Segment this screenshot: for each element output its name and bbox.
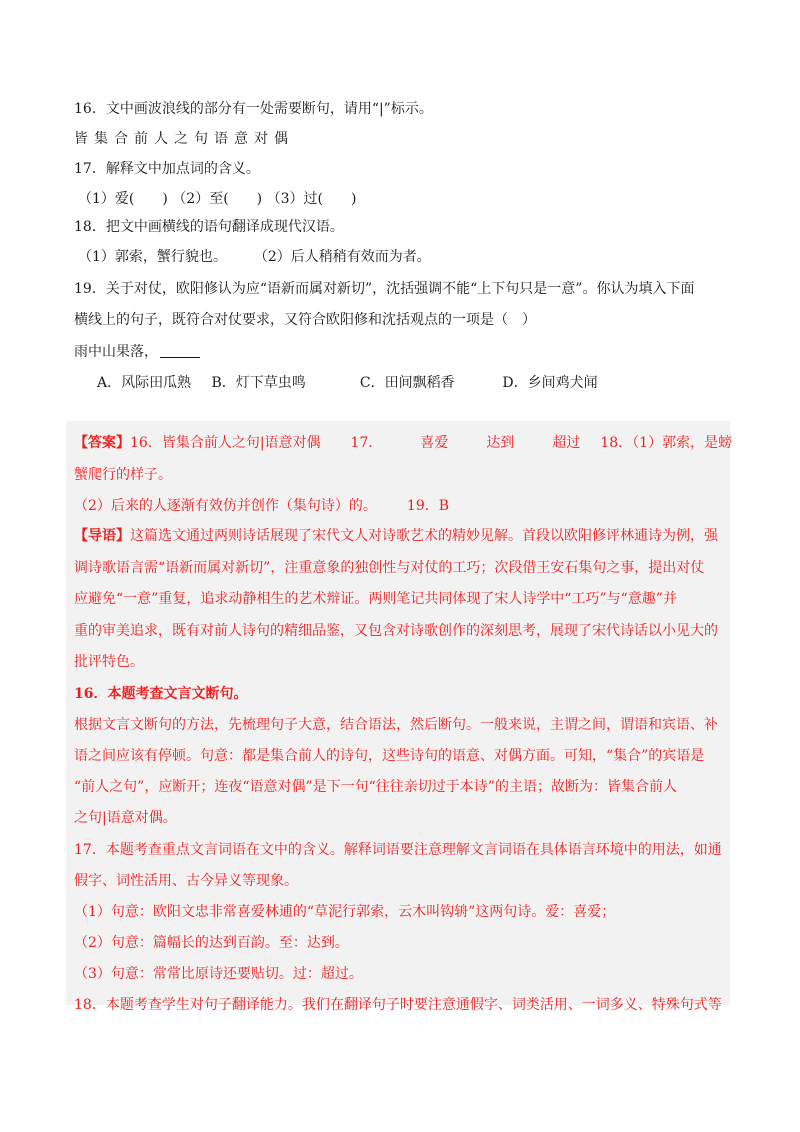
answer-18-2: （2）后来的人逐渐有效仿并创作（集句诗）的。 bbox=[74, 498, 377, 514]
analysis-16-title: 16．本题考查文言文断句。 bbox=[74, 686, 248, 702]
guide-line-4: 重的审美追求，既有对前人诗句的精细品鉴，又包含对诗歌创作的深刻思考，展现了宋代诗话以小见大的 bbox=[74, 623, 718, 639]
analysis-16-line-2: 语之间应该有停顿。句意：都是集合前人的诗句，这些诗句的语意、对偶方面。可知，“集合”的宾语是 bbox=[74, 748, 705, 764]
guide-label: 【导语】 bbox=[74, 528, 130, 544]
analysis-17-item-1: （1）句意：欧阳文忠非常喜爱林逋的“草泥行郭索，云木叫钩辀”这两句诗。爱：喜爱； bbox=[74, 904, 616, 920]
question-16: 16．文中画波浪线的部分有一处需要断句，请用“|”标示。 bbox=[74, 101, 433, 117]
guide-line-2: 调诗歌语言需“语新而属对新切”，注重意象的独创性与对仗的工巧；次段借王安石集句之事，提出对仗 bbox=[74, 560, 705, 576]
analysis-16-line-3: “前人之句”，应断开；连夜“语意对偶”是下一句“往往亲切过于本诗”的主语；故断为：皆集合前人 bbox=[74, 779, 677, 795]
option-a: A．风际田瓜熟 bbox=[97, 375, 192, 391]
option-d: D．乡间鸡犬闻 bbox=[502, 375, 598, 391]
answer-17-label: 17． bbox=[350, 435, 383, 451]
q19-stem-text: 雨中山果落， bbox=[74, 344, 158, 360]
analysis-16-line-4: 之句|语意对偶。 bbox=[74, 810, 177, 826]
answer-17-2: 达到 bbox=[486, 435, 515, 451]
answer-label: 【答案】 bbox=[74, 435, 130, 451]
option-b: B．灯下草虫鸣 bbox=[211, 375, 306, 391]
question-19-line1: 19．关于对仗，欧阳修认为应“语新而属对新切”，沈括强调不能“上下句只是一意”。你认为填入下面 bbox=[74, 281, 695, 297]
guide-text-1: 这篇选文通过两则诗话展现了宋代文人对诗歌艺术的精妙见解。首段以欧阳修评林逋诗为例，强 bbox=[130, 528, 718, 544]
guide-line-5: 批评特色。 bbox=[74, 654, 144, 670]
analysis-17-item-3: （3）句意：常常比原诗还要贴切。过：超过。 bbox=[74, 966, 363, 982]
answer-blank bbox=[160, 345, 200, 358]
answer-line-2: 蟹爬行的样子。 bbox=[74, 467, 172, 483]
answer-16: 16．皆集合前人之句|语意对偶 bbox=[130, 435, 321, 451]
question-17-items bbox=[78, 190, 356, 208]
question-19-stem bbox=[74, 343, 200, 361]
answer-line-1 bbox=[74, 434, 732, 452]
answer-17-3: 超过 bbox=[552, 435, 581, 451]
answer-line-3 bbox=[74, 497, 449, 515]
option-c: C．田间飘稻香 bbox=[359, 375, 455, 391]
question-19-options bbox=[97, 374, 598, 392]
question-19-line2: 横线上的句子，既符合对仗要求，又符合欧阳修和沈括观点的一项是（ ） bbox=[74, 312, 536, 328]
analysis-17-line-2: 假字、词性活用、古今异义等现象。 bbox=[74, 873, 298, 889]
question-18-items bbox=[78, 248, 431, 266]
answer-17-1: 喜爱 bbox=[420, 435, 449, 451]
answer-19: 19．B bbox=[406, 498, 450, 514]
analysis-17-line-1: 17．本题考查重点文言词语在文中的含义。解释词语要注意理解文言词语在具体语言环境中的用法，如通 bbox=[74, 842, 722, 858]
q17-item-1: （1）爱( ) bbox=[78, 191, 168, 207]
analysis-16-line-1: 根据文言文断句的方法，先梳理句子大意，结合语法，然后断句。一般来说，主谓之间，谓语和宾语、补 bbox=[74, 717, 718, 733]
q18-item-1: （1）郭索，蟹行貌也。 bbox=[78, 249, 227, 265]
answer-18-1-start: 18．（1）郭索，是螃 bbox=[600, 435, 733, 451]
q17-item-2: （2）至( ) bbox=[172, 191, 263, 207]
analysis-18-line-1: 18．本题考查学生对句子翻译能力。我们在翻译句子时要注意通假字、词类活用、一词多义、特殊句式等 bbox=[74, 997, 722, 1013]
question-16-text: 皆集合前人之句语意对偶 bbox=[74, 131, 294, 147]
question-17: 17．解释文中加点词的含义。 bbox=[74, 161, 260, 177]
question-18: 18．把文中画横线的语句翻译成现代汉语。 bbox=[74, 219, 344, 235]
guide-line-1 bbox=[74, 527, 718, 545]
q18-item-2: （2）后人稍稍有效而为者。 bbox=[253, 249, 431, 265]
q17-item-3: （3）过( ) bbox=[266, 191, 357, 207]
analysis-17-item-2: （2）句意：篇幅长的达到百韵。至：达到。 bbox=[74, 935, 349, 951]
guide-line-3: 应避免“一意”重复，追求动静相生的艺术辩证。两则笔记共同体现了宋人诗学中“工巧”与“意趣”并 bbox=[74, 591, 677, 607]
